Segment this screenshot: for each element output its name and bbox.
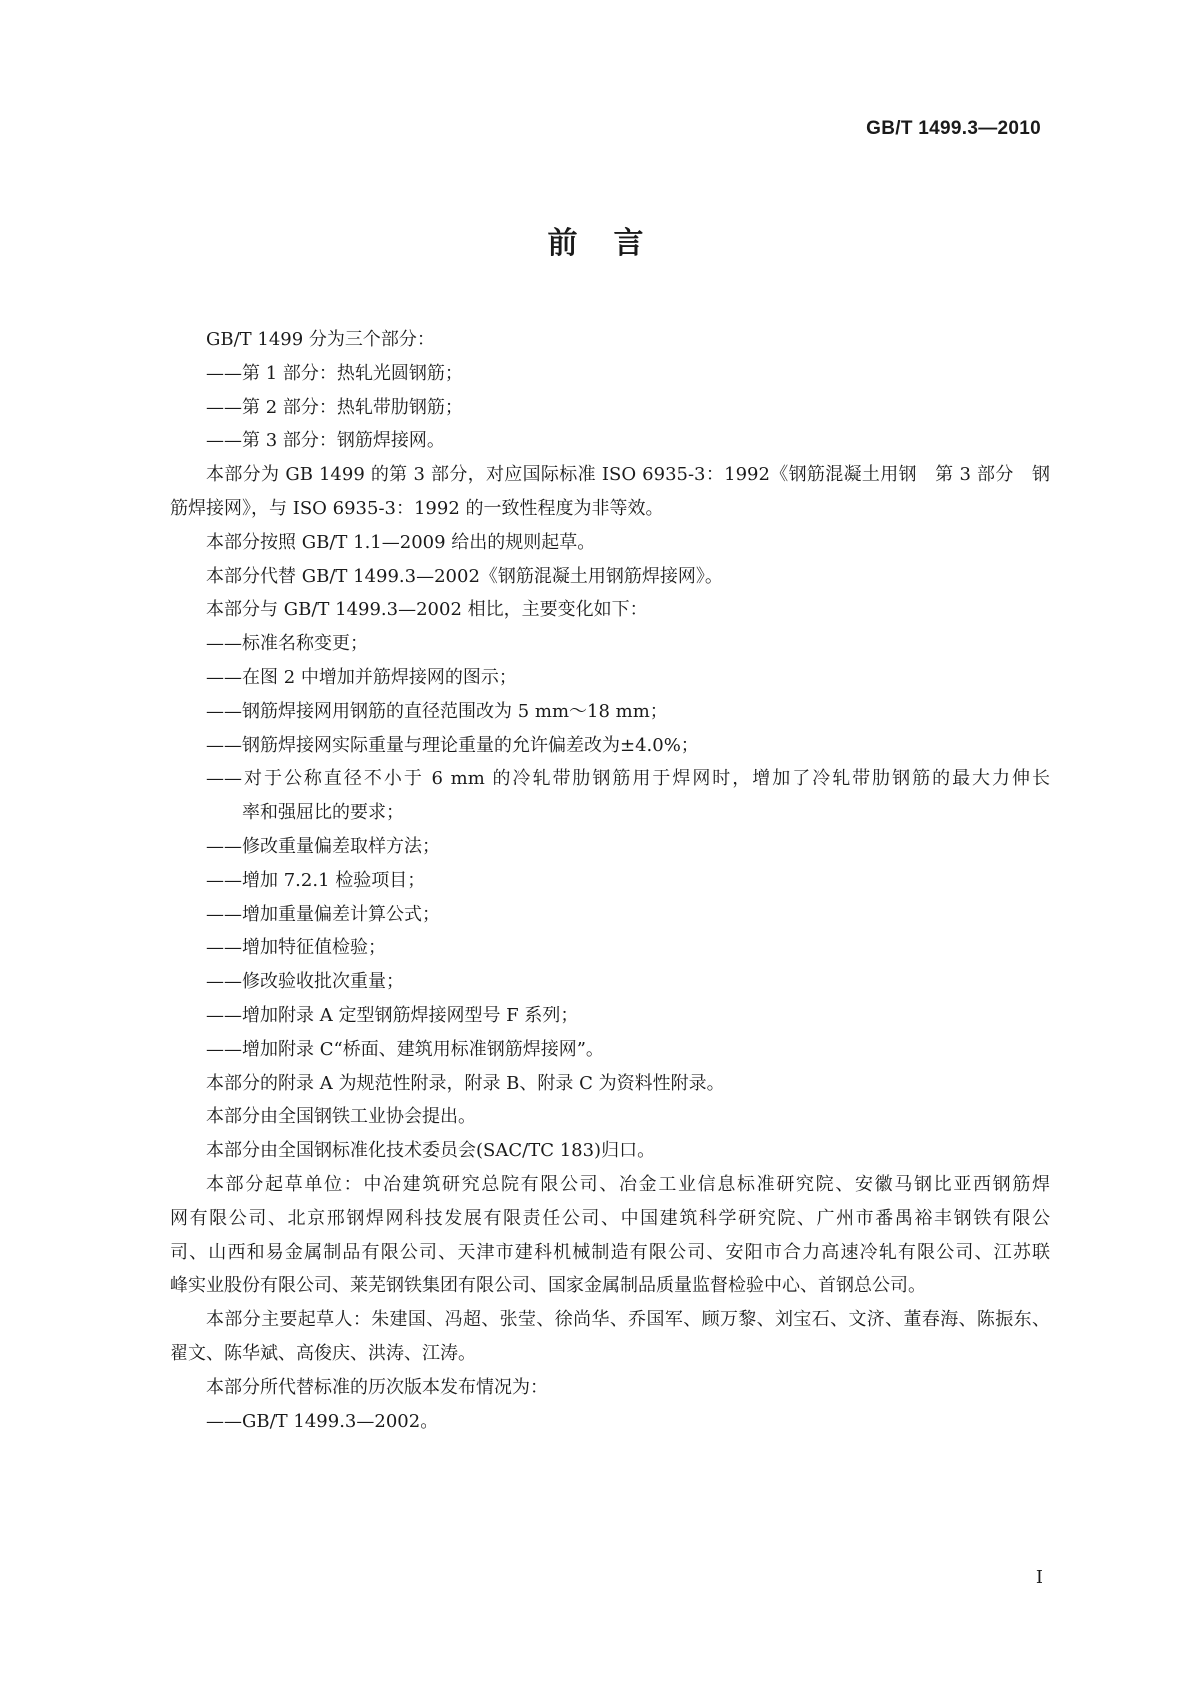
list-item: ——第 2 部分：热轧带肋钢筋； bbox=[206, 396, 463, 418]
paragraph-line: 本部分的附录 A 为规范性附录，附录 B、附录 C 为资料性附录。 bbox=[206, 1072, 725, 1094]
list-item: ——标准名称变更； bbox=[206, 633, 368, 655]
page-number: I bbox=[1035, 1567, 1043, 1588]
paragraph-continuation-line: 峰实业股份有限公司、莱芜钢铁集团有限公司、国家金属制品质量监督检验中心、首钢总公司。 bbox=[170, 1275, 926, 1297]
paragraph-continuation-line: 筋焊接网》，与 ISO 6935-3：1992 的一致性程度为非等效。 bbox=[170, 497, 664, 519]
page-title: 前言 bbox=[547, 226, 680, 261]
foreword-body bbox=[170, 323, 1050, 1438]
list-item: ——增加附录 C“桥面、建筑用标准钢筋焊接网”。 bbox=[206, 1038, 604, 1060]
list-item: ——第 3 部分：钢筋焊接网。 bbox=[206, 430, 445, 452]
paragraph-line: 本部分为 GB 1499 的第 3 部分，对应国际标准 ISO 6935-3：1992《钢筋混凝土用钢 第 3 部分 钢 bbox=[206, 464, 1050, 486]
list-item: ——增加 7.2.1 检验项目； bbox=[206, 869, 426, 891]
list-item: ——GB/T 1499.3—2002。 bbox=[206, 1410, 439, 1432]
list-item: ——修改验收批次重量； bbox=[206, 971, 404, 993]
list-item: ——第 1 部分：热轧光圆钢筋； bbox=[206, 362, 463, 384]
list-item: ——在图 2 中增加并筋焊接网的图示； bbox=[206, 666, 517, 688]
paragraph-continuation-line: 司、山西和易金属制品有限公司、天津市建科机械制造有限公司、安阳市合力高速冷轧有限公司、江苏联 bbox=[170, 1241, 1050, 1263]
paragraph-line: 本部分代替 GB/T 1499.3—2002《钢筋混凝土用钢筋焊接网》。 bbox=[206, 565, 723, 587]
paragraph-line: 本部分由全国钢铁工业协会提出。 bbox=[206, 1106, 476, 1128]
paragraph-continuation-line: 翟文、陈华斌、高俊庆、洪涛、江涛。 bbox=[170, 1342, 476, 1364]
list-item: ——增加重量偏差计算公式； bbox=[206, 903, 440, 925]
paragraph-line: 本部分所代替标准的历次版本发布情况为： bbox=[206, 1376, 548, 1398]
paragraph-line: 本部分起草单位：中冶建筑研究总院有限公司、冶金工业信息标准研究院、安徽马钢比亚西钢筋焊 bbox=[206, 1173, 1050, 1195]
document-number: GB/T 1499.3—2010 bbox=[866, 118, 1041, 139]
paragraph-line: 本部分按照 GB/T 1.1—2009 给出的规则起草。 bbox=[206, 531, 596, 553]
list-item: ——修改重量偏差取样方法； bbox=[206, 835, 440, 857]
paragraph-line: 本部分与 GB/T 1499.3—2002 相比，主要变化如下： bbox=[206, 599, 648, 621]
paragraph-line: 本部分主要起草人：朱建国、冯超、张莹、徐尚华、乔国军、顾万黎、刘宝石、文济、董春海、陈振东、 bbox=[206, 1309, 1050, 1331]
list-item: ——钢筋焊接网实际重量与理论重量的允许偏差改为±4.0%； bbox=[206, 734, 699, 756]
list-item-continuation: 率和强屈比的要求； bbox=[242, 802, 404, 824]
list-item: ——对于公称直径不小于 6 mm 的冷轧带肋钢筋用于焊网时，增加了冷轧带肋钢筋的最大力伸长 bbox=[206, 768, 1050, 790]
list-item: ——增加附录 A 定型钢筋焊接网型号 F 系列； bbox=[206, 1004, 579, 1026]
paragraph-continuation-line: 网有限公司、北京邢钢焊网科技发展有限责任公司、中国建筑科学研究院、广州市番禺裕丰钢铁有限公 bbox=[170, 1207, 1050, 1229]
paragraph-line: 本部分由全国钢标准化技术委员会(SAC/TC 183)归口。 bbox=[206, 1140, 656, 1162]
paragraph-line: GB/T 1499 分为三个部分： bbox=[206, 329, 435, 350]
list-item: ——增加特征值检验； bbox=[206, 937, 386, 959]
list-item: ——钢筋焊接网用钢筋的直径范围改为 5 mm～18 mm； bbox=[206, 700, 668, 722]
